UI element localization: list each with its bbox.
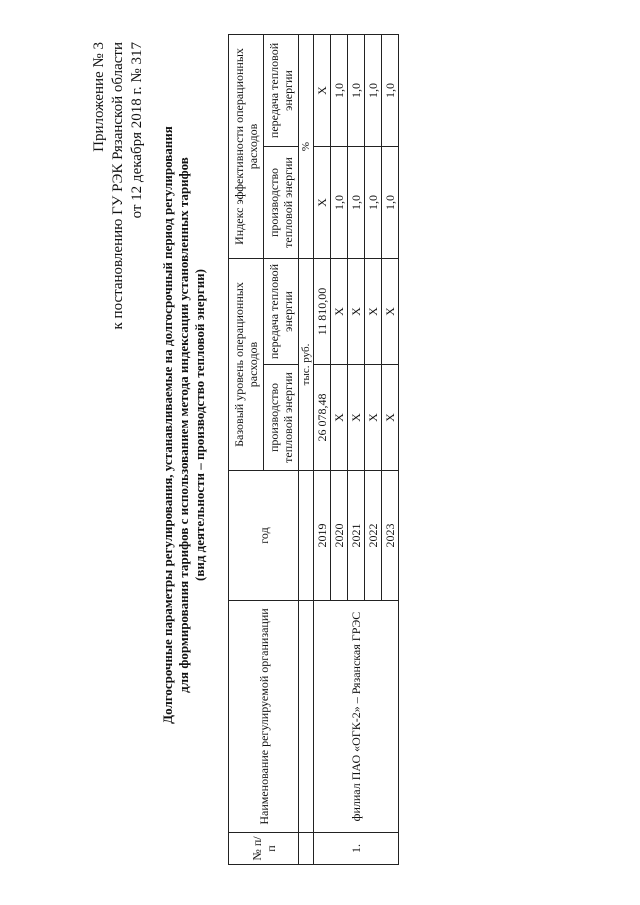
org-number: 1. [314,833,399,865]
header-base-transmission: передача тепловой энергии [264,258,299,364]
row-index-production: 1,0 [365,146,382,258]
unit-base: тыс. руб. [299,258,314,470]
row-index-production: 1,0 [348,146,365,258]
appendix-block [90,42,147,402]
row-index-production: X [314,146,331,258]
row-index-transmission: 1,0 [348,34,365,146]
row-index-production: 1,0 [331,146,348,258]
row-base-transmission: X [331,258,348,364]
row-index-transmission: 1,0 [365,34,382,146]
row-base-transmission: X [348,258,365,364]
row-year: 2023 [382,471,399,601]
row-index-production: 1,0 [382,146,399,258]
header-org: Наименование регулируемой организации [229,601,299,833]
row-base-production: X [365,365,382,471]
row-index-transmission: X [314,34,331,146]
document-title [160,35,208,815]
row-base-production: 26 078,48 [314,365,331,471]
title-line-2: для формирования тарифов с использованием метода индексации установленных тарифов [176,157,191,693]
row-index-transmission: 1,0 [382,34,399,146]
row-base-production: X [331,365,348,471]
row-base-production: X [348,365,365,471]
header-index-production: производство тепловой энергии [264,146,299,258]
title-line-1: Долгосрочные параметры регулирования, устанавливаемые на долгосрочный период регулирования [160,126,175,724]
appendix-date: от 12 декабря 2018 г. № 317 [129,42,145,219]
appendix-number: Приложение № 3 [91,42,107,152]
row-year: 2020 [331,471,348,601]
title-line-3: (вид деятельности – производство тепловой энергии) [192,268,207,582]
row-base-transmission: X [365,258,382,364]
parameters-table [228,34,399,865]
row-index-transmission: 1,0 [331,34,348,146]
header-num: № п/п [229,833,299,865]
header-base-group: Базовый уровень операционных расходов [229,258,264,470]
header-year: год [229,471,299,601]
appendix-resolution: к постановлению ГУ РЭК Рязанской области [110,42,126,330]
row-year: 2021 [348,471,365,601]
row-year: 2022 [365,471,382,601]
header-index-group: Индекс эффективности операционных расходов [229,34,264,258]
row-year: 2019 [314,471,331,601]
header-base-production: производство тепловой энергии [264,365,299,471]
org-name: филиал ПАО «ОГК-2» – Рязанская ГРЭС [314,601,399,833]
row-base-production: X [382,365,399,471]
row-base-transmission: 11 810,00 [314,258,331,364]
row-base-transmission: X [382,258,399,364]
table-row [314,34,331,864]
unit-index: % [299,34,314,258]
header-index-transmission: передача тепловой энергии [264,34,299,146]
